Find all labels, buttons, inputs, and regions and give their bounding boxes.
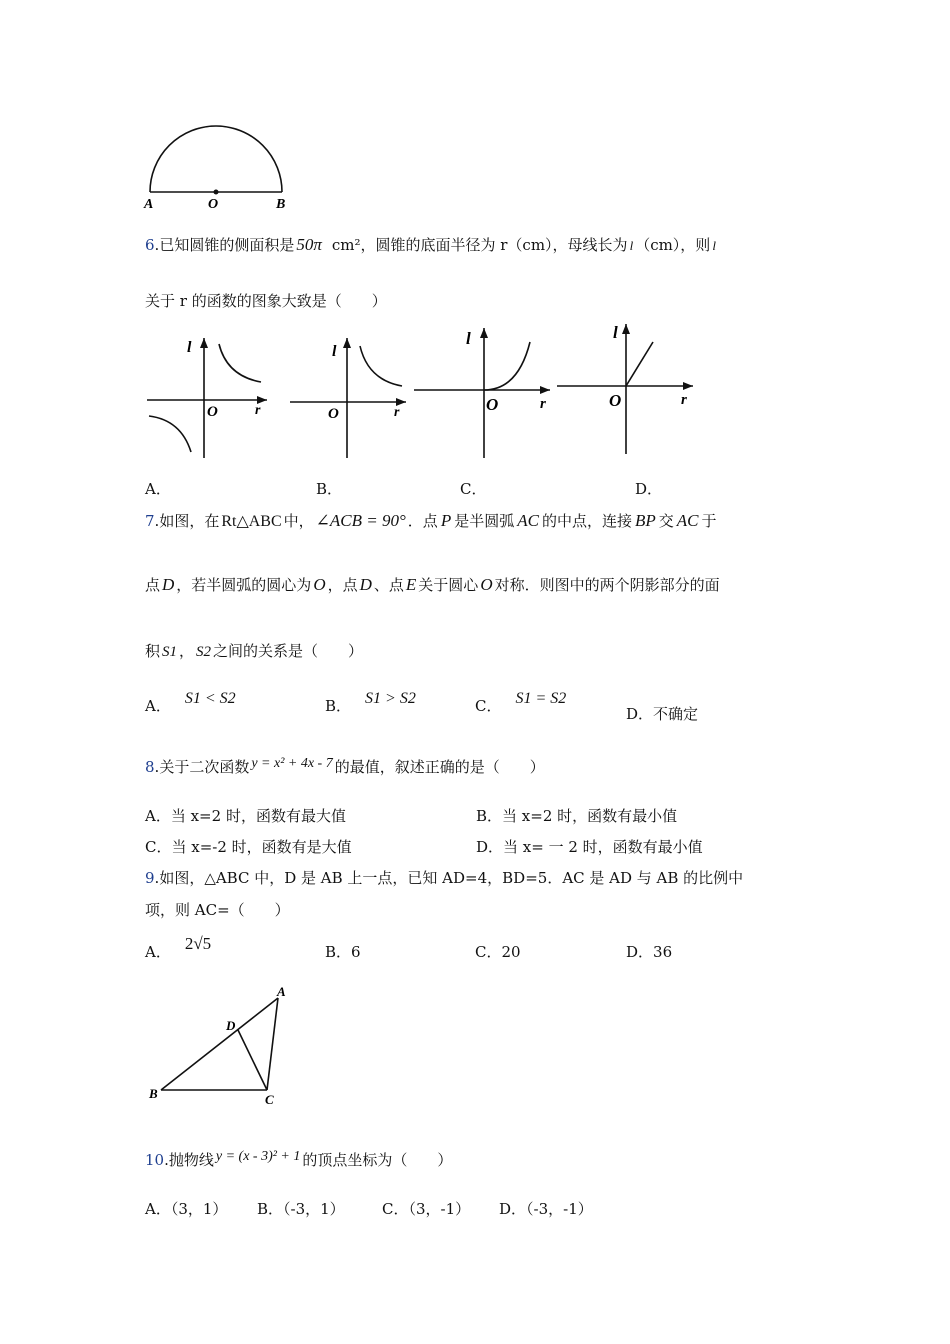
svg-text:O: O <box>328 406 339 422</box>
q9-option-c[interactable]: C．20 <box>475 943 521 961</box>
q9-number: 9 <box>145 869 155 887</box>
svg-text:l: l <box>466 329 471 348</box>
svg-text:l: l <box>613 323 618 342</box>
svg-text:D: D <box>226 1018 236 1033</box>
q9-option-d[interactable]: D．36 <box>626 943 673 961</box>
q6-number: 6 <box>145 236 155 254</box>
graph-d <box>555 318 705 458</box>
q8-option-a[interactable]: A．当 x=2 时，函数有最大值 <box>145 807 346 825</box>
svg-text:B: B <box>149 1086 158 1101</box>
q10-number: 10 <box>145 1151 165 1169</box>
q7-line2: 点 D ，若半圆弧的圆心为 O ，点 D 、点 E 关于圆心 O 对称．则图中的两个阴影部分的面 <box>145 575 720 594</box>
q9-line2: 项，则 AC=（ ） <box>145 901 290 919</box>
graph-a <box>143 330 278 462</box>
q7-line3: 积 S1 ， S2 之间的关系是（ ） <box>145 642 364 660</box>
triangle-figure <box>145 980 295 1110</box>
graph-b <box>288 330 418 462</box>
q10-expression: y = (x - 3)² + 1 <box>215 1149 301 1164</box>
q10-option-a[interactable]: A．（3，1） <box>145 1200 228 1218</box>
q7-option-c[interactable]: C． S1 = S2 <box>475 690 567 715</box>
q9-line1: 9.如图，△ABC 中，D 是 AB 上一点，已知 AD=4，BD=5．AC 是 AD 与 AB 的比例中 <box>145 869 744 887</box>
q6-line1: 6.已知圆锥的侧面积是 50π cm²，圆锥的底面半径为 r（cm），母线长为 l （cm），则 l <box>145 235 716 254</box>
svg-text:O: O <box>609 391 622 410</box>
q9-option-a[interactable]: A． 2√5 <box>145 934 212 961</box>
q6-option-a[interactable]: A． <box>145 480 171 498</box>
q10-stem: 10.抛物线 y = (x - 3)² + 1 的顶点坐标为（ ） <box>145 1149 453 1169</box>
svg-text:A: A <box>277 984 286 999</box>
label-a: A <box>144 197 154 212</box>
q8-number: 8 <box>145 758 155 776</box>
svg-text:r: r <box>255 403 261 418</box>
svg-text:l: l <box>187 339 192 356</box>
q8-stem: 8.关于二次函数 y = x² + 4x - 7 的最值，叙述正确的是（ ） <box>145 756 545 776</box>
q7-number: 7 <box>145 512 155 530</box>
q6-option-b[interactable]: B． <box>316 480 343 498</box>
q8-option-d[interactable]: D．当 x= 一 2 时，函数有最小值 <box>476 838 703 856</box>
svg-text:r: r <box>681 392 687 408</box>
q8-expression: y = x² + 4x - 7 <box>251 756 333 771</box>
semicircle-figure <box>140 118 300 214</box>
svg-text:r: r <box>394 405 400 420</box>
svg-text:l: l <box>332 343 337 360</box>
label-o: O <box>208 197 219 212</box>
q7-line1: 7.如图，在 Rt△ABC 中， ∠ACB = 90° ．点 P 是半圆弧 AC 的中点，连接 BP 交 AC 于 <box>145 511 717 530</box>
svg-text:C: C <box>265 1092 274 1107</box>
q6-line2: 关于 r 的函数的图象大致是（ ） <box>145 292 387 310</box>
q7-option-b[interactable]: B． S1 > S2 <box>325 690 416 715</box>
q10-option-d[interactable]: D．（-3，-1） <box>499 1200 593 1218</box>
q8-option-c[interactable]: C．当 x=-2 时，函数有是大值 <box>145 838 352 856</box>
svg-text:O: O <box>486 395 499 414</box>
q6-area-value: 50π <box>296 235 322 254</box>
q7-option-d[interactable]: D．不确定 <box>626 705 699 723</box>
label-b: B <box>276 197 286 212</box>
svg-text:O: O <box>207 404 218 420</box>
svg-text:r: r <box>540 396 546 412</box>
q10-option-c[interactable]: C．（3，-1） <box>382 1200 471 1218</box>
q6-option-c[interactable]: C． <box>460 480 487 498</box>
graph-c <box>412 322 557 462</box>
q9-option-b[interactable]: B．6 <box>325 943 361 961</box>
q6-option-d[interactable]: D． <box>635 480 663 498</box>
q8-option-b[interactable]: B．当 x=2 时，函数有最小值 <box>476 807 678 825</box>
q7-option-a[interactable]: A． S1 < S2 <box>145 690 236 715</box>
q10-option-b[interactable]: B．（-3，1） <box>257 1200 345 1218</box>
